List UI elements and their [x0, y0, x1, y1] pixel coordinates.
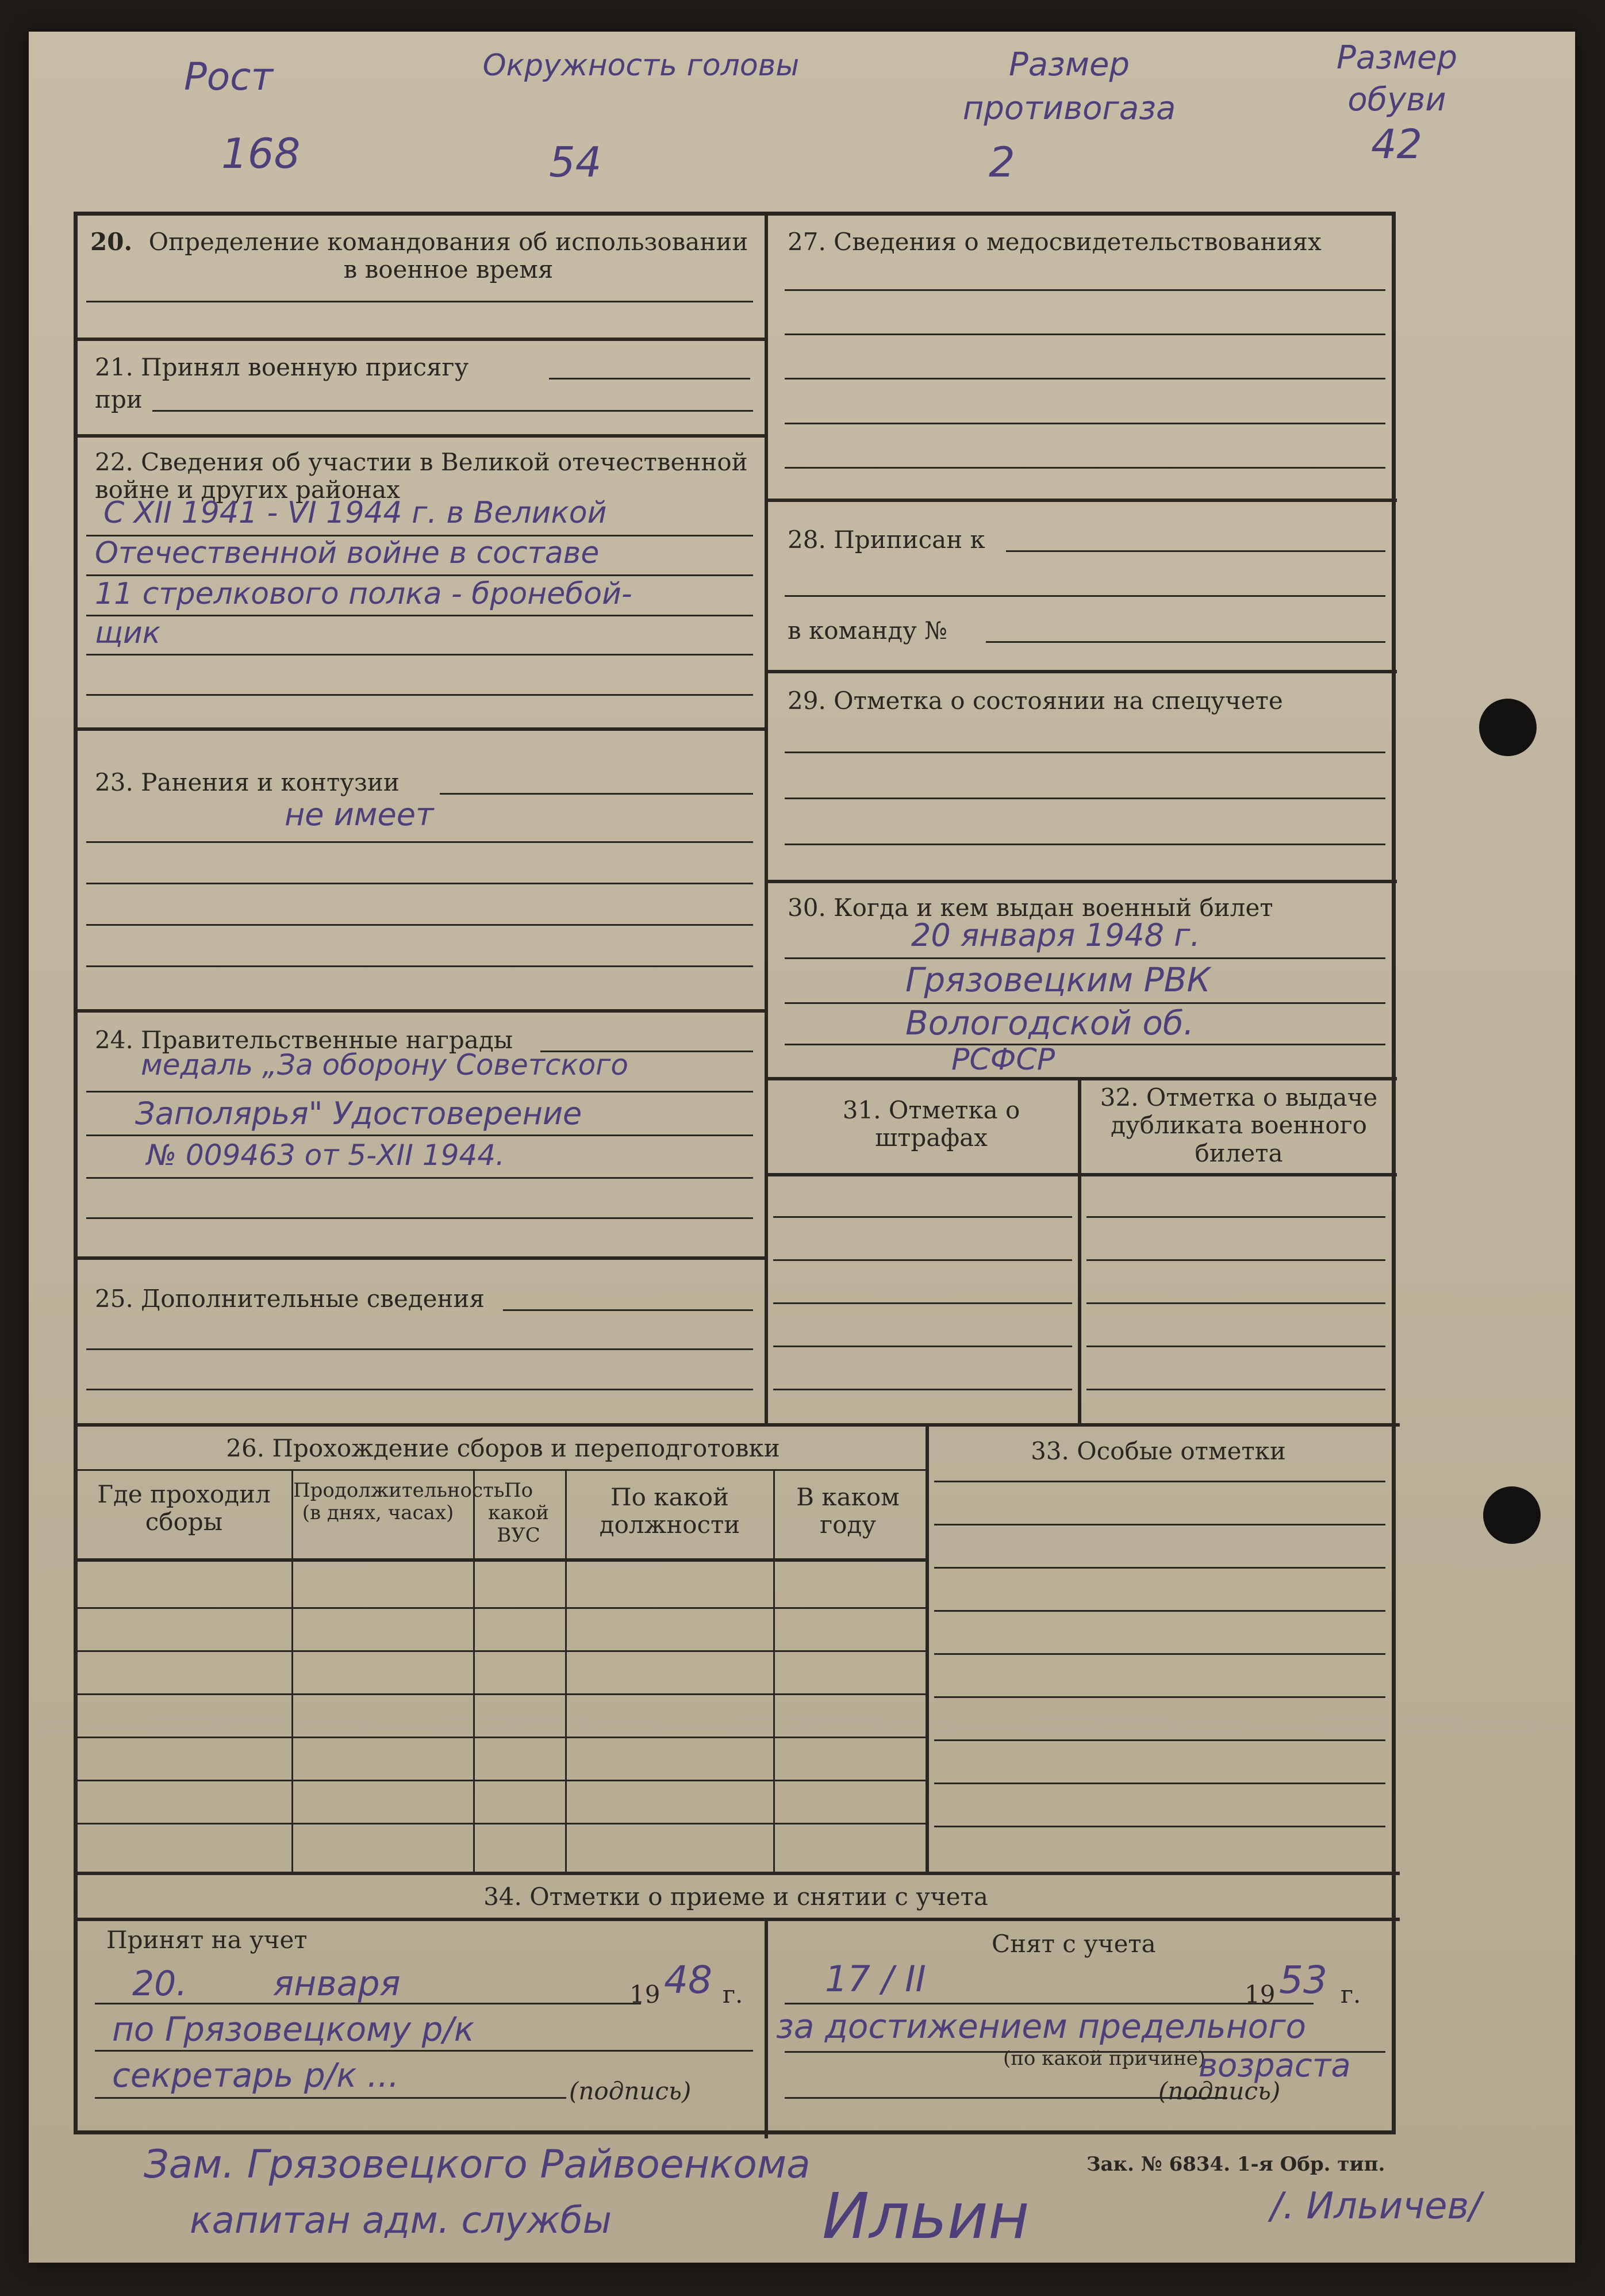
- s33-line-3: [934, 1567, 1385, 1569]
- divider-20-21: [78, 338, 765, 341]
- s26-row-1: [78, 1607, 926, 1609]
- s24-hw-2: Заполярья" Удостоверение: [135, 1095, 582, 1132]
- s24-line-2: [86, 1134, 753, 1136]
- s34-rem-reason-2: возраста: [1199, 2047, 1351, 2084]
- s29-line-2: [785, 798, 1385, 799]
- s33-title: 33. Особые отметки: [1031, 1437, 1286, 1465]
- s34-rem-sign-label: (подпись): [1158, 2077, 1281, 2105]
- s26-row-4: [78, 1737, 926, 1738]
- divider-21-22: [78, 434, 765, 438]
- s23-title: 23. Ранения и контузии: [95, 768, 400, 796]
- s32-line-2: [1086, 1259, 1385, 1261]
- s30-hw-3: Вологодской об.: [905, 1003, 1195, 1042]
- s22-line-3: [86, 615, 753, 616]
- s34-acc-day: 20.: [132, 1964, 187, 2004]
- s22-hw-1: С XII 1941 - VI 1944 г. в Великой: [103, 496, 607, 530]
- s25-line-1: [86, 1348, 753, 1350]
- s30-hw-2: Грязовецким РВК: [905, 960, 1211, 999]
- s32-line-1: [1086, 1216, 1385, 1218]
- s22-line-4: [86, 654, 753, 656]
- s26-row-5: [78, 1780, 926, 1781]
- s32-line-3: [1086, 1302, 1385, 1304]
- s34-divider: [765, 1918, 768, 2138]
- divider-25-26: [78, 1423, 1400, 1427]
- s21-line-2: [152, 410, 753, 412]
- s25-line-2: [86, 1389, 753, 1390]
- s34-acc-year: 48: [664, 1958, 712, 2002]
- s34-acc-date-line: [95, 2003, 641, 2004]
- s29-line-3: [785, 844, 1385, 845]
- s27-line-5: [785, 467, 1385, 469]
- s25-line-0: [503, 1309, 753, 1311]
- s30-title: 30. Когда и кем выдан военный билет: [788, 894, 1273, 922]
- footer-signature-name: /. Ильичев/: [1270, 2185, 1481, 2228]
- s23-line-4: [86, 965, 753, 967]
- s27-title: 27. Сведения о медосвидетельствованиях: [788, 228, 1322, 256]
- s34-acc-sign-label: (подпись): [569, 2077, 692, 2105]
- footer-print-info: Зак. № 6834. 1-я Обр. тип.: [1086, 2153, 1385, 2176]
- s26-col-duration: Продолжительность (в днях, часах): [293, 1479, 505, 1525]
- s34-acc-line-3: [95, 2097, 566, 2099]
- s21-line: [549, 378, 750, 380]
- divider-29-30: [765, 880, 1397, 883]
- s34-title-rule: [78, 1918, 1400, 1921]
- s22-hw-3: 11 стрелкового полка - бронебой-: [95, 577, 632, 611]
- footer-hw-1: Зам. Грязовецкого Райвоенкома: [144, 2142, 811, 2187]
- s31-line-3: [773, 1302, 1072, 1304]
- s26-row-6: [78, 1823, 926, 1824]
- s32-line-4: [1086, 1346, 1385, 1347]
- s22-title: 22. Сведения об участии в Великой отечественной войне и других районах: [95, 448, 748, 504]
- s28-line-0: [1006, 550, 1385, 552]
- s23-line-0: [440, 793, 753, 795]
- s24-title: 24. Правительственные награды: [95, 1026, 513, 1054]
- s33-line-7: [934, 1739, 1385, 1741]
- s20-line: [86, 301, 753, 302]
- s31-title: 31. Отметка о штрафах: [842, 1096, 1020, 1152]
- s34-acc-month: января: [273, 1964, 401, 2004]
- s28-line-2: [986, 641, 1385, 643]
- divider-28-29: [765, 670, 1397, 673]
- s34-rem-year-suffix: г.: [1341, 1980, 1361, 2008]
- s25-title: 25. Дополнительные сведения: [95, 1285, 485, 1313]
- s26-title: 26. Прохождение сборов и переподготовки: [226, 1434, 780, 1462]
- s28-title: 28. Приписан к: [788, 526, 985, 554]
- s34-rem-reason: за достижением предельного: [776, 2007, 1307, 2046]
- s27-line-4: [785, 423, 1385, 424]
- s23-line-2: [86, 883, 753, 884]
- head-size-label: Окружность головы: [482, 48, 800, 83]
- s23-line-3: [86, 924, 753, 926]
- punch-hole-bottom: [1483, 1486, 1541, 1544]
- s26-col-year: В каком году: [796, 1483, 900, 1539]
- s22-line-5: [86, 694, 753, 696]
- s34-rem-reason-label: (по какой причине): [1003, 2047, 1206, 2070]
- s24-hw-3: № 009463 от 5-XII 1944.: [147, 1139, 505, 1172]
- divider-23-24: [78, 1009, 765, 1013]
- s30-hw-4: РСФСР: [951, 1042, 1055, 1077]
- s34-acc-sign: секретарь р/к ...: [112, 2056, 400, 2095]
- s33-line-2: [934, 1524, 1385, 1525]
- divider-31-32: [1078, 1077, 1081, 1423]
- s27-line-1: [785, 289, 1385, 291]
- s30-line-1: [785, 957, 1385, 959]
- s20-number: 20.: [90, 228, 133, 256]
- s34-rem-year: 53: [1279, 1958, 1327, 2002]
- s32-title: 32. Отметка о выдаче дубликата военного билета: [1100, 1083, 1378, 1167]
- s26-row-2: [78, 1650, 926, 1652]
- s26-col-place: Где проходил сборы: [97, 1480, 271, 1536]
- height-value: 168: [221, 129, 301, 178]
- s20-title: Определение командования об использовании в военное время: [148, 228, 748, 284]
- s23-hw: не имеет: [285, 796, 434, 833]
- s22-hw-4: щик: [95, 616, 161, 650]
- s21-title: 21. Принял военную присягу: [95, 353, 469, 381]
- s34-rem-date: 17 / II: [825, 1958, 926, 2000]
- s26-col-sep-3: [565, 1469, 567, 1872]
- s30-line-3: [785, 1044, 1385, 1045]
- s28-line-1: [785, 595, 1385, 597]
- s33-line-1: [934, 1481, 1385, 1482]
- footer-signature: Ильин: [822, 2179, 1030, 2253]
- s22-hw-2: Отечественной войне в составе: [95, 536, 600, 570]
- s34-removed: Снят с учета: [992, 1930, 1156, 1958]
- punch-hole-top: [1479, 699, 1537, 756]
- s31-line-1: [773, 1216, 1072, 1218]
- s24-line-3: [86, 1177, 753, 1179]
- divider-26-34: [78, 1872, 1400, 1875]
- s26-col-sep-1: [291, 1469, 293, 1872]
- s33-line-8: [934, 1783, 1385, 1784]
- s34-acc-line-2: [95, 2050, 753, 2052]
- s21-at: при: [95, 385, 143, 413]
- s31-32-header-rule: [765, 1173, 1397, 1176]
- s26-col-position: По какой должности: [599, 1483, 740, 1539]
- divider-22-23: [78, 727, 765, 731]
- s33-line-5: [934, 1653, 1385, 1655]
- divider-24-25: [78, 1256, 765, 1260]
- s29-line-1: [785, 752, 1385, 753]
- gasmask-size-value: 2: [989, 138, 1015, 186]
- s26-col-sep-4: [773, 1469, 775, 1872]
- military-record-form: [74, 212, 1396, 2134]
- s31-line-2: [773, 1259, 1072, 1261]
- s31-line-4: [773, 1346, 1072, 1347]
- shoe-size-label: Размер обуви: [1336, 39, 1458, 118]
- s34-rem-date-line: [785, 2003, 1314, 2004]
- s33-line-9: [934, 1826, 1385, 1827]
- s26-col-vus: По какой ВУС: [488, 1479, 549, 1547]
- s32-line-5: [1086, 1389, 1385, 1390]
- s34-rem-year-prefix: 19: [1245, 1980, 1276, 2008]
- s28-team: в команду №: [788, 616, 947, 645]
- s26-row-3: [78, 1693, 926, 1695]
- divider-27-28: [765, 499, 1397, 502]
- s34-title: 34. Отметки о приеме и снятии с учета: [483, 1883, 988, 1911]
- s34-accepted: Принят на учет: [106, 1926, 308, 1954]
- shoe-size-value: 42: [1371, 121, 1423, 168]
- s33-line-4: [934, 1610, 1385, 1612]
- s24-hw-1: медаль „За оборону Советского: [141, 1048, 629, 1082]
- footer-hw-2: капитан адм. службы: [190, 2199, 612, 2242]
- s34-acc-year-prefix: 19: [629, 1980, 661, 2008]
- s34-acc-year-suffix: г.: [723, 1980, 743, 2008]
- s24-line-1: [86, 1091, 753, 1093]
- s26-header-rule: [78, 1558, 926, 1562]
- s23-line-1: [86, 841, 753, 843]
- s30-hw-1: 20 января 1948 г.: [911, 917, 1200, 953]
- s27-line-2: [785, 334, 1385, 335]
- height-label: Рост: [184, 55, 273, 99]
- column-divider: [765, 216, 768, 1423]
- s26-col-sep-2: [473, 1469, 475, 1872]
- s26-title-rule: [78, 1469, 926, 1471]
- gasmask-size-label: Размер противогаза: [962, 46, 1176, 127]
- divider-26-33: [926, 1423, 929, 1872]
- s29-title: 29. Отметка о состоянии на спецучете: [788, 687, 1283, 715]
- s31-line-5: [773, 1389, 1072, 1390]
- s22-line-2: [86, 574, 753, 576]
- s34-acc-by: по Грязовецкому р/к: [112, 2010, 474, 2049]
- s24-line-4: [86, 1217, 753, 1219]
- s33-line-6: [934, 1696, 1385, 1698]
- s27-line-3: [785, 378, 1385, 380]
- head-size-value: 54: [549, 138, 602, 186]
